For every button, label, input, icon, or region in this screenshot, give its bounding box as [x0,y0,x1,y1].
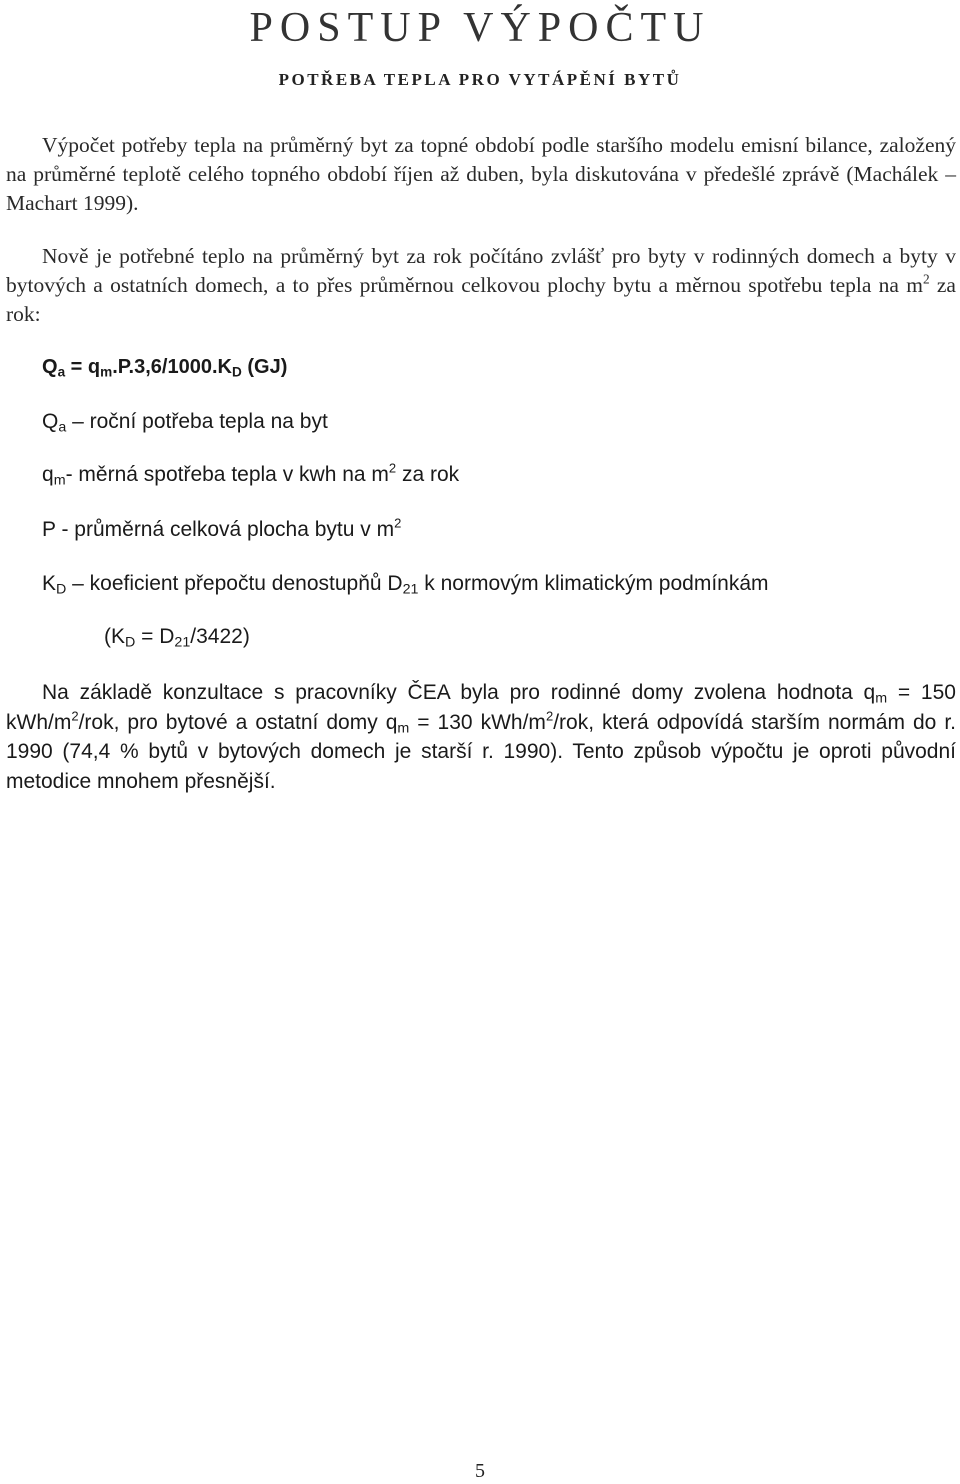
conclusion-sup-d: 2 [545,708,554,724]
definition-kd [42,572,769,596]
conclusion-text-d: = 130 kWh/m [409,710,546,734]
formula-k-sub: D [231,364,242,380]
def-symbol: Q [42,410,59,433]
def-symbol: q [42,463,54,486]
conclusion-sub-c: m [397,720,410,737]
definition-p [42,515,402,542]
page-number: 5 [475,1460,485,1482]
conclusion-text-e: /rok, která odpovídá starším normám do r. 1990 (74,4 % bytů v bytových domech je starší r. 1990). Tento způsob výpočtu je oproti původní metodice mnohem přesnější. [6,710,957,793]
paragraph-method [6,242,956,329]
formula-eq: = q [65,356,101,378]
def-tail: za rok [396,463,460,486]
paragraph-intro-text: Výpočet potřeby tepla na průměrný byt za topné období podle staršího modelu emisní bilance, založený na průměrné teplotě celého topného období říjen až duben, byla diskutována v předešlé zprávě (Machálek – Machart 1999). [6,133,956,215]
conclusion-text-a: Na základě konzultace s pracovníky ČEA byla pro rodinné domy zvolena hodnota q [42,681,876,704]
formula-unit: (GJ) [241,356,288,378]
paragraph-conclusion [6,678,956,796]
def-open: (K [104,625,125,648]
def-text: P - průměrná celková plocha bytu v m [42,518,395,541]
formula [42,356,287,379]
definition-qm [42,460,460,489]
definition-qa [42,410,328,434]
formula-mid: .P.3,6/1000.K [112,356,232,378]
def-text: – roční potřeba tepla na byt [66,410,328,433]
def-superscript: 2 [388,460,397,476]
def-subscript: a [58,419,67,436]
def-subscript: D [56,581,67,598]
def-subscript-2: 21 [174,634,191,651]
def-superscript: 2 [394,515,402,531]
def-mid: = D [135,625,175,648]
conclusion-sup-b: 2 [71,708,79,724]
formula-q-sub: a [57,364,66,380]
definition-kd-formula [104,625,250,649]
page-title: POSTUP VÝPOČTU [249,5,711,51]
superscript: 2 [922,271,930,287]
conclusion-sub-a: m [875,690,888,707]
def-text: – koeficient přepočtu denostupňů D [66,572,403,595]
def-text: - měrná spotřeba tepla v kwh na m [65,463,389,486]
def-tail: /3422) [190,625,250,648]
def-subscript: D [125,634,136,651]
paragraph-intro [6,131,956,218]
page-subtitle: POTŘEBA TEPLA PRO VYTÁPĚNÍ BYTŮ [278,70,682,89]
def-symbol: K [42,572,57,595]
conclusion-text-b: = 150 kWh/m [6,681,956,734]
def-tail: k normovým klimatickým podmínkám [418,572,769,595]
def-subscript-2: 21 [402,581,419,598]
paragraph-method-text: Nově je potřebné teplo na průměrný byt za rok počítáno zvlášť pro byty v rodinných domech a byty v bytových a ostatních domech, a to přes průměrnou celkovou plochy bytu a měrnou spotřebu tepla na m [6,244,956,297]
paragraph-method-tail: za rok: [6,273,956,326]
paragraph-method-body [6,242,956,329]
conclusion-text-c: /rok, pro bytové a ostatní domy q [78,710,398,734]
def-subscript: m [53,472,66,489]
paragraph-conclusion-body [6,678,956,796]
formula-q: Q [42,356,58,378]
formula-qm-sub: m [100,364,113,380]
